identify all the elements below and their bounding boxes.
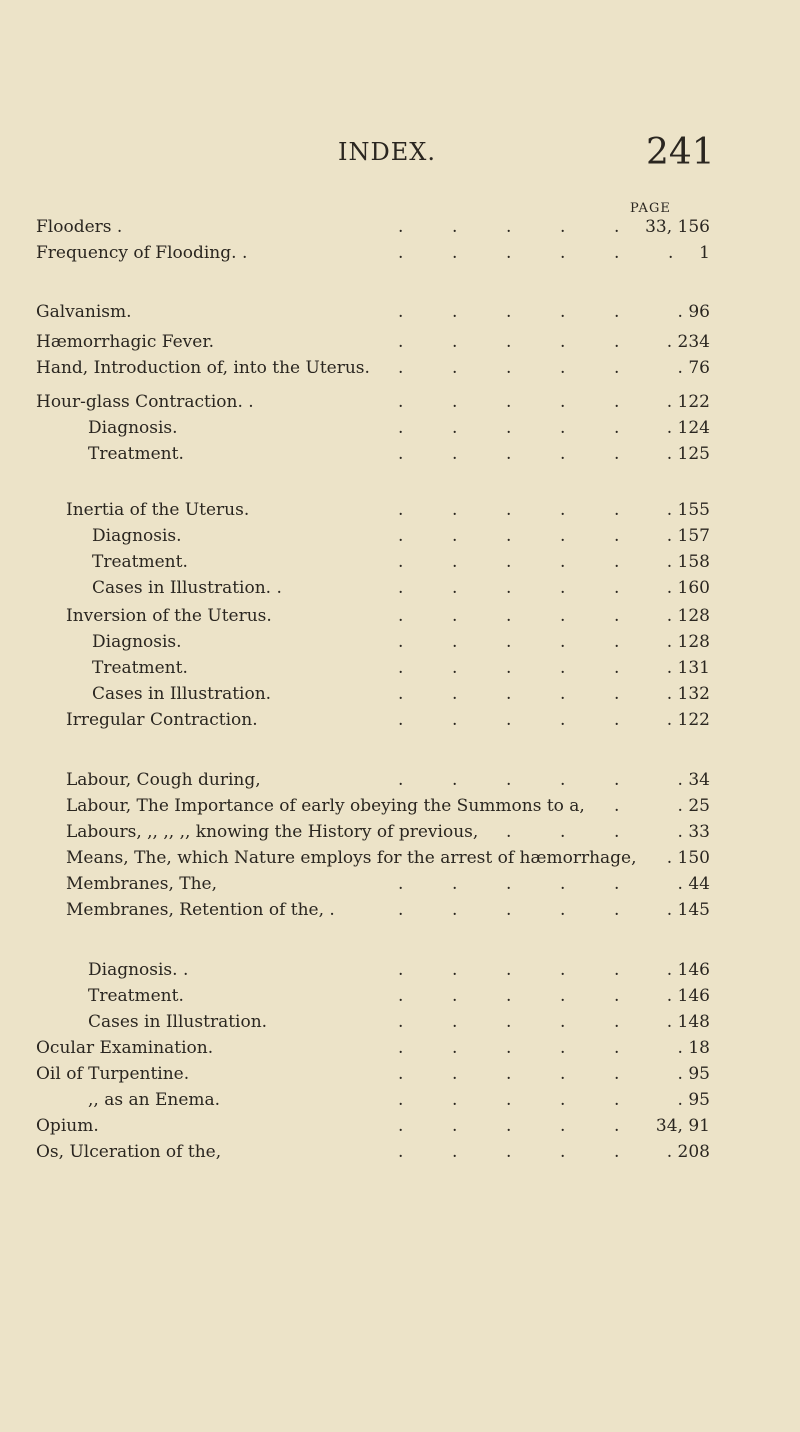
dot-leader: . (452, 606, 458, 626)
dot-leader: . (560, 578, 566, 598)
dot-leader: . (506, 632, 512, 652)
dot-leader: . (452, 358, 458, 378)
index-entry (0, 630, 800, 654)
entry-label: ,, as an Enema. (88, 1090, 221, 1110)
entry-label: Flooders . (36, 217, 123, 237)
dot-leader: . (614, 444, 620, 464)
dot-leader: . (506, 444, 512, 464)
entry-page-number: . 33 (677, 822, 710, 842)
dot-leader: . (452, 526, 458, 546)
dot-leader: . (506, 552, 512, 572)
dot-leader: . (398, 332, 404, 352)
entry-label: Treatment. (88, 444, 184, 464)
dot-leader: . (506, 1116, 512, 1136)
dot-leader: . (506, 770, 512, 790)
dot-leader: . (614, 358, 620, 378)
entry-page-number: . 148 (666, 1012, 710, 1032)
dot-leader: . (560, 986, 566, 1006)
index-entry (0, 356, 800, 380)
entry-label: Hour-glass Contraction. . (36, 392, 254, 412)
dot-leader: . (560, 684, 566, 704)
entry-page-number: . 131 (666, 658, 710, 678)
page-title: INDEX. (338, 138, 436, 166)
entry-page-number: . 155 (666, 500, 710, 520)
dot-leader: . (506, 710, 512, 730)
dot-leader: . (452, 243, 458, 263)
index-entry (0, 958, 800, 982)
entry-label: Diagnosis. . (88, 960, 189, 980)
dot-leader: . (560, 526, 566, 546)
dot-leader: . (614, 578, 620, 598)
entry-page-number: . 34 (677, 770, 710, 790)
entry-page-number: 1 (699, 243, 710, 263)
entry-page-number: . 124 (666, 418, 710, 438)
dot-leader: . (614, 658, 620, 678)
dot-leader: . (452, 658, 458, 678)
dot-leader: . (560, 1090, 566, 1110)
dot-leader: . (452, 392, 458, 412)
dot-leader: . (398, 1090, 404, 1110)
entry-page-number: . 132 (666, 684, 710, 704)
dot-leader: . (560, 874, 566, 894)
dot-leader: . (614, 606, 620, 626)
index-entry (0, 898, 800, 922)
entry-label: Inertia of the Uterus. (66, 500, 250, 520)
dot-leader: . (506, 1038, 512, 1058)
dot-leader: . (398, 658, 404, 678)
dot-leader: . (506, 606, 512, 626)
index-entry (0, 550, 800, 574)
entry-label: Diagnosis. (92, 526, 182, 546)
dot-leader: . (452, 1116, 458, 1136)
entry-label: Treatment. (92, 658, 188, 678)
dot-leader: . (560, 418, 566, 438)
dot-leader: . (560, 392, 566, 412)
entry-label: Diagnosis. (88, 418, 178, 438)
page-column-header: PAGE (630, 201, 671, 216)
entry-page-number: . 128 (666, 606, 710, 626)
entry-label: Membranes, The, (66, 874, 218, 894)
dot-leader: . (398, 552, 404, 572)
entry-page-number: . 234 (666, 332, 710, 352)
dot-leader: . (506, 578, 512, 598)
dot-leader: . (398, 243, 404, 263)
dot-leader: . (614, 874, 620, 894)
dot-leader: . (398, 770, 404, 790)
dot-leader: . (506, 392, 512, 412)
dot-leader: . (506, 874, 512, 894)
entry-label: Treatment. (88, 986, 184, 1006)
dot-leader: . (614, 710, 620, 730)
dot-leader: . (560, 1038, 566, 1058)
entry-page-number: . 150 (666, 848, 710, 868)
dot-leader: . (398, 1012, 404, 1032)
entry-label: Galvanism. (36, 302, 132, 322)
dot-leader: . (560, 960, 566, 980)
dot-leader: . (452, 302, 458, 322)
dot-leader: . (560, 658, 566, 678)
dot-leader: . (614, 418, 620, 438)
dot-leader: . (560, 552, 566, 572)
dot-leader: . (452, 710, 458, 730)
entry-page-number: . 208 (666, 1142, 710, 1162)
entry-page-number: . 125 (666, 444, 710, 464)
dot-leader: . (398, 500, 404, 520)
entry-label: Inversion of the Uterus. (66, 606, 272, 626)
dot-leader: . (614, 900, 620, 920)
dot-leader: . (614, 1038, 620, 1058)
dot-leader: . (506, 960, 512, 980)
dot-leader: . (560, 822, 566, 842)
dot-leader: . (614, 796, 620, 816)
entry-page-number: . 96 (677, 302, 710, 322)
index-entry (0, 708, 800, 732)
dot-leader: . (614, 392, 620, 412)
entry-page-number: 33, 156 (645, 217, 710, 237)
dot-leader: . (506, 986, 512, 1006)
index-entry (0, 1062, 800, 1086)
index-entry (0, 1114, 800, 1138)
dot-leader: . (614, 632, 620, 652)
dot-leader: . (614, 500, 620, 520)
dot-leader: . (506, 418, 512, 438)
dot-leader: . (506, 1142, 512, 1162)
dot-leader: . (398, 900, 404, 920)
index-entry (0, 442, 800, 466)
dot-leader: . (614, 526, 620, 546)
entry-label: Opium. (36, 1116, 99, 1136)
dot-leader: . (506, 526, 512, 546)
entry-label: Membranes, Retention of the, . (66, 900, 335, 920)
dot-leader: . (668, 243, 674, 263)
dot-leader: . (398, 606, 404, 626)
dot-leader: . (614, 1012, 620, 1032)
entry-page-number: . 146 (666, 986, 710, 1006)
dot-leader: . (398, 960, 404, 980)
index-entry (0, 768, 800, 792)
dot-leader: . (506, 658, 512, 678)
dot-leader: . (614, 986, 620, 1006)
entry-page-number: . 18 (677, 1038, 710, 1058)
entry-page-number: . 76 (677, 358, 710, 378)
dot-leader: . (614, 332, 620, 352)
dot-leader: . (452, 986, 458, 1006)
index-entry (0, 604, 800, 628)
dot-leader: . (614, 552, 620, 572)
entry-label: Ocular Examination. (36, 1038, 214, 1058)
dot-leader: . (398, 1038, 404, 1058)
dot-leader: . (398, 684, 404, 704)
dot-leader: . (506, 900, 512, 920)
dot-leader: . (452, 1038, 458, 1058)
dot-leader: . (560, 302, 566, 322)
dot-leader: . (452, 217, 458, 237)
dot-leader: . (560, 710, 566, 730)
dot-leader: . (506, 500, 512, 520)
entry-page-number: . 158 (666, 552, 710, 572)
dot-leader: . (560, 358, 566, 378)
dot-leader: . (452, 578, 458, 598)
dot-leader: . (398, 874, 404, 894)
dot-leader: . (398, 578, 404, 598)
dot-leader: . (560, 1064, 566, 1084)
dot-leader: . (560, 332, 566, 352)
dot-leader: . (398, 418, 404, 438)
dot-leader: . (614, 684, 620, 704)
index-entry (0, 576, 800, 600)
entry-page-number: . 145 (666, 900, 710, 920)
dot-leader: . (452, 874, 458, 894)
entry-label: Diagnosis. (92, 632, 182, 652)
dot-leader: . (452, 444, 458, 464)
entry-label: Labours, ,, ,, ,, knowing the History of previous, (66, 822, 479, 842)
entry-label: Oil of Turpentine. (36, 1064, 190, 1084)
dot-leader: . (398, 1064, 404, 1084)
dot-leader: . (614, 1116, 620, 1136)
index-entry (0, 300, 800, 324)
dot-leader: . (506, 358, 512, 378)
dot-leader: . (560, 243, 566, 263)
dot-leader: . (614, 960, 620, 980)
dot-leader: . (398, 444, 404, 464)
dot-leader: . (506, 243, 512, 263)
dot-leader: . (560, 217, 566, 237)
entry-page-number: . 160 (666, 578, 710, 598)
dot-leader: . (452, 960, 458, 980)
dot-leader: . (614, 770, 620, 790)
entry-page-number: 34, 91 (655, 1116, 710, 1136)
dot-leader: . (560, 444, 566, 464)
dot-leader: . (398, 526, 404, 546)
dot-leader: . (560, 606, 566, 626)
entry-page-number: . 25 (677, 796, 710, 816)
dot-leader: . (452, 632, 458, 652)
index-entry (0, 820, 800, 844)
index-entry (0, 846, 800, 870)
page-number: 241 (646, 132, 715, 173)
dot-leader: . (452, 1090, 458, 1110)
index-entry (0, 390, 800, 414)
index-entry (0, 416, 800, 440)
dot-leader: . (614, 243, 620, 263)
dot-leader: . (614, 302, 620, 322)
index-entry (0, 498, 800, 522)
index-entry (0, 1088, 800, 1112)
dot-leader: . (614, 822, 620, 842)
index-entry (0, 984, 800, 1008)
dot-leader: . (452, 552, 458, 572)
entry-label: Cases in Illustration. . (92, 578, 282, 598)
dot-leader: . (452, 418, 458, 438)
dot-leader: . (614, 1142, 620, 1162)
dot-leader: . (506, 332, 512, 352)
dot-leader: . (398, 217, 404, 237)
dot-leader: . (560, 900, 566, 920)
entry-label: Means, The, which Nature employs for the arrest of hæmorrhage, (66, 848, 637, 868)
dot-leader: . (452, 500, 458, 520)
dot-leader: . (560, 500, 566, 520)
dot-leader: . (452, 1142, 458, 1162)
entry-page-number: . 122 (666, 392, 710, 412)
dot-leader: . (452, 332, 458, 352)
dot-leader: . (452, 1064, 458, 1084)
dot-leader: . (506, 217, 512, 237)
entry-label: Labour, Cough during, (66, 770, 261, 790)
index-entry (0, 656, 800, 680)
entry-label: Labour, The Importance of early obeying the Summons to a, (66, 796, 585, 816)
dot-leader: . (506, 822, 512, 842)
dot-leader: . (452, 900, 458, 920)
dot-leader: . (614, 217, 620, 237)
entry-label: Irregular Contraction. (66, 710, 258, 730)
dot-leader: . (506, 1012, 512, 1032)
dot-leader: . (398, 986, 404, 1006)
index-entry (0, 682, 800, 706)
dot-leader: . (506, 1090, 512, 1110)
index-entry (0, 215, 800, 239)
index-entry (0, 794, 800, 818)
entry-page-number: . 95 (677, 1090, 710, 1110)
dot-leader: . (560, 632, 566, 652)
dot-leader: . (452, 770, 458, 790)
entry-page-number: . 146 (666, 960, 710, 980)
dot-leader: . (560, 770, 566, 790)
dot-leader: . (398, 302, 404, 322)
entry-page-number: . 44 (677, 874, 710, 894)
dot-leader: . (506, 302, 512, 322)
entry-label: Treatment. (92, 552, 188, 572)
index-entry (0, 330, 800, 354)
entry-label: Cases in Illustration. (88, 1012, 268, 1032)
dot-leader: . (398, 710, 404, 730)
entry-label: Hand, Introduction of, into the Uterus. (36, 358, 370, 378)
dot-leader: . (398, 1116, 404, 1136)
dot-leader: . (398, 632, 404, 652)
page-header (0, 132, 800, 192)
dot-leader: . (506, 684, 512, 704)
entry-page-number: . 122 (666, 710, 710, 730)
entry-page-number: . 157 (666, 526, 710, 546)
index-entry (0, 872, 800, 896)
dot-leader: . (452, 1012, 458, 1032)
index-entry (0, 241, 800, 265)
dot-leader: . (398, 358, 404, 378)
entry-page-number: . 128 (666, 632, 710, 652)
dot-leader: . (614, 1064, 620, 1084)
dot-leader: . (560, 1142, 566, 1162)
entry-label: Cases in Illustration. (92, 684, 272, 704)
dot-leader: . (614, 1090, 620, 1110)
dot-leader: . (398, 1142, 404, 1162)
index-entry (0, 1010, 800, 1034)
dot-leader: . (398, 392, 404, 412)
entry-label: Frequency of Flooding. . (36, 243, 248, 263)
entry-label: Hæmorrhagic Fever. (36, 332, 214, 352)
entry-label: Os, Ulceration of the, (36, 1142, 222, 1162)
index-entry (0, 524, 800, 548)
index-entry (0, 1140, 800, 1164)
entry-page-number: . 95 (677, 1064, 710, 1084)
dot-leader: . (560, 1116, 566, 1136)
dot-leader: . (560, 1012, 566, 1032)
index-entry (0, 1036, 800, 1060)
dot-leader: . (506, 1064, 512, 1084)
dot-leader: . (452, 684, 458, 704)
